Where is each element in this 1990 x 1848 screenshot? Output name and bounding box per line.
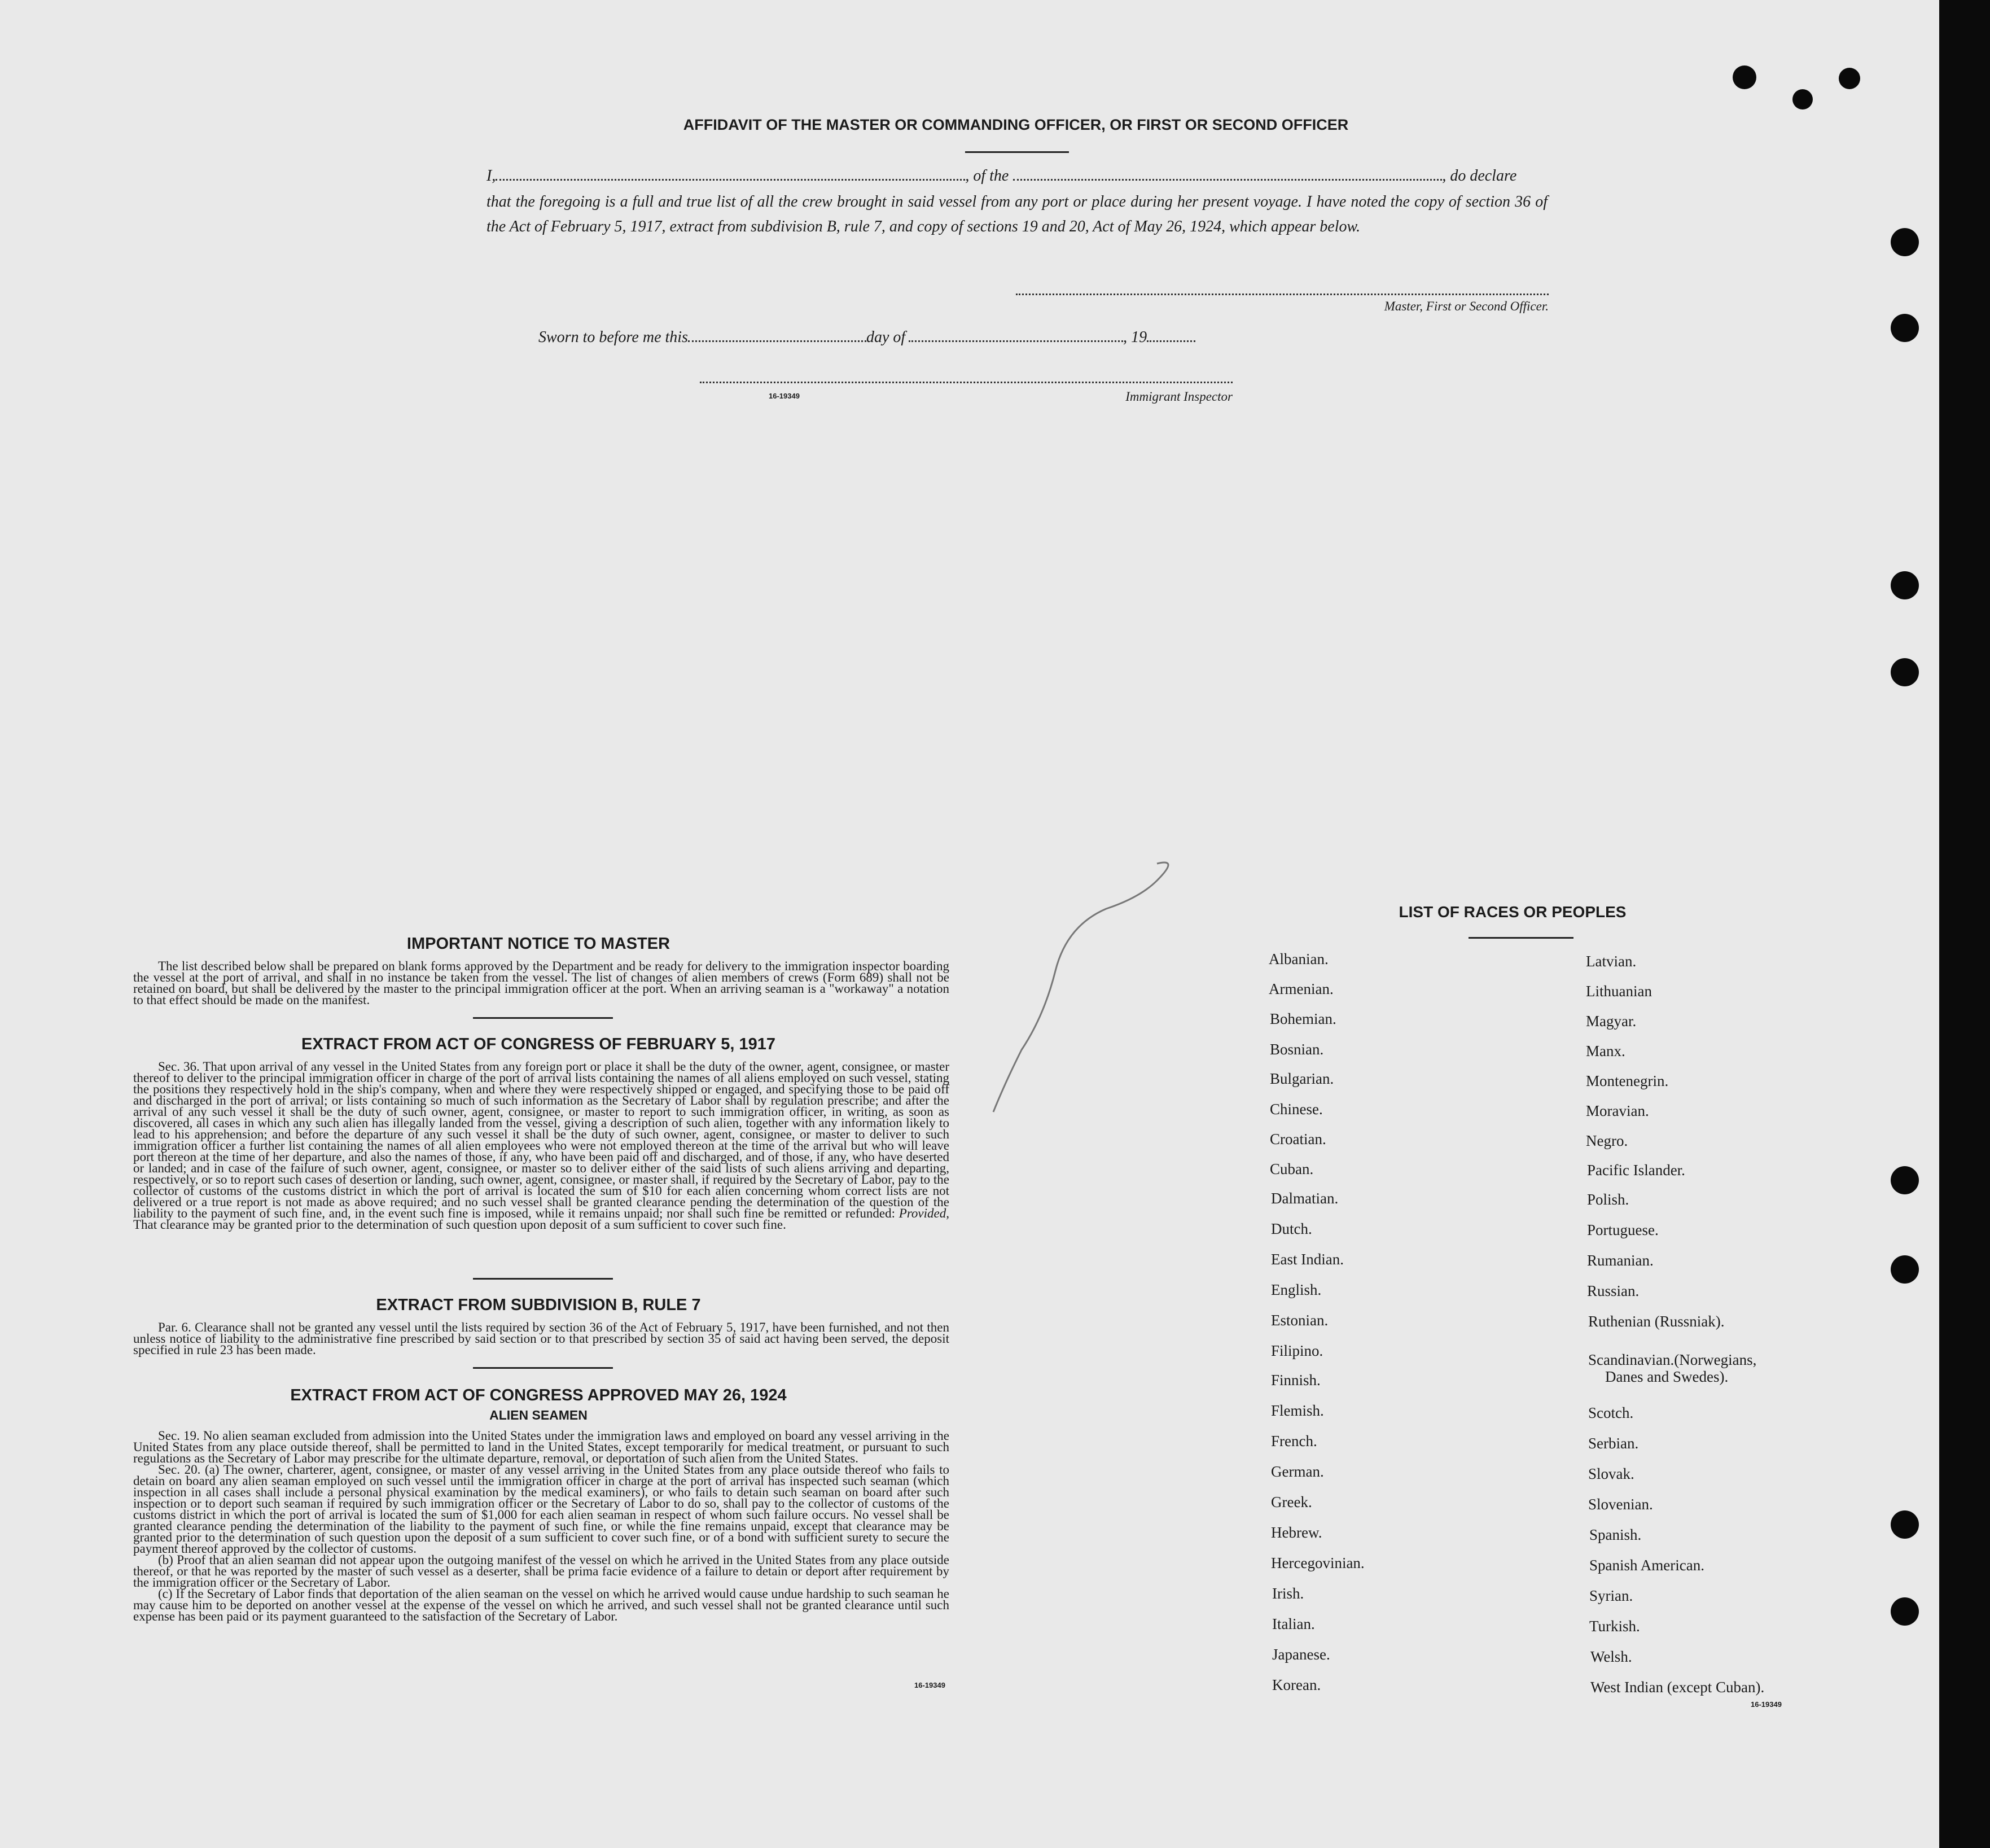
punch-hole: [1891, 571, 1919, 599]
race-item: Negro.: [1586, 1132, 1628, 1149]
notice-paragraph: The list described below shall be prepared on blank forms approved by the Department and be ready for delivery to the immigration inspector boarding the vessel at the port of arrival, and shall in no instance be taken from the vessel. The list of changes of alien members of crews (Form 689) shall not be retained on board, but shall be delivered by the master to the principal immigration officer at the port. When an arriving seaman is a "workaway" a notation to that effect should be made on the manifest.: [133, 959, 949, 1007]
extract-1924-text: [133, 1430, 949, 1622]
sec-20b-paragraph: (b) Proof that an alien seaman did not appear upon the outgoing manifest of the vessel on which he arrived in the United States from any place outside thereof, or that he was reported by the master of such vessel as a deserter, shall be prima facie evidence of a failure to detain or deport after requirement by the immigration officer or the Secretary of Labor.: [133, 1553, 949, 1589]
notice-title: IMPORTANT NOTICE TO MASTER: [406, 935, 670, 953]
alien-seamen-subtitle: ALIEN SEAMEN: [489, 1408, 588, 1422]
race-item: Magyar.: [1586, 1013, 1637, 1030]
of-the-label: , of the: [965, 167, 1009, 185]
race-item: Rumanian.: [1587, 1252, 1654, 1269]
punch-hole: [1839, 68, 1860, 89]
punch-hole: [1891, 314, 1919, 342]
race-item: East Indian.: [1271, 1251, 1344, 1268]
race-item: Polish.: [1587, 1191, 1629, 1208]
sec-19-paragraph: Sec. 19. No alien seaman excluded from admission into the United States under the immigration laws and employed on board any vessel arriving in the United States from any place outside thereof, shall be permitted to land in the United States, except temporarily for medical treatment, or pursuant to such regulations as the Secretary of Labor may prescribe for the ultimate departure, removal, or deportation of such alien from the United States.: [133, 1429, 949, 1465]
punch-hole: [1891, 228, 1919, 256]
race-item: Ruthenian (Russniak).: [1588, 1313, 1725, 1330]
extract-rule7-text: [133, 1322, 949, 1356]
i-label: I,: [486, 167, 496, 185]
punch-hole: [1891, 1166, 1919, 1194]
race-item: Dutch.: [1271, 1220, 1312, 1237]
race-item: Bohemian.: [1270, 1010, 1336, 1027]
punch-hole: [1891, 1255, 1919, 1284]
divider: [965, 151, 1069, 153]
divider: [473, 1017, 613, 1019]
race-item: Slovak.: [1588, 1465, 1634, 1482]
master-signature-line[interactable]: [1016, 294, 1549, 295]
sworn-label: Sworn to before me this: [538, 329, 688, 346]
race-item: Slovenian.: [1588, 1496, 1653, 1513]
inspector-signature-line[interactable]: [700, 382, 1233, 383]
punch-hole: [1792, 89, 1813, 110]
race-item: Moravian.: [1586, 1102, 1649, 1119]
race-item: Filipino.: [1271, 1342, 1323, 1359]
race-item: Scotch.: [1588, 1404, 1634, 1421]
race-item: Pacific Islander.: [1587, 1162, 1685, 1179]
race-item: Portuguese.: [1587, 1221, 1659, 1238]
master-signature-label: Master, First or Second Officer.: [1384, 299, 1549, 313]
divider: [1469, 937, 1573, 939]
race-item: Manx.: [1586, 1043, 1625, 1059]
race-item: Estonian.: [1271, 1312, 1329, 1329]
race-item: Spanish American.: [1589, 1557, 1704, 1574]
race-item: Welsh.: [1590, 1648, 1632, 1665]
race-item: Bulgarian.: [1270, 1070, 1334, 1087]
race-item: Hebrew.: [1271, 1524, 1322, 1541]
race-item: Korean.: [1272, 1676, 1321, 1693]
punch-hole: [1891, 658, 1919, 686]
race-item: Italian.: [1272, 1615, 1315, 1632]
punch-hole: [1733, 65, 1756, 89]
sec-36-paragraph: [133, 1061, 949, 1230]
race-item: German.: [1271, 1463, 1324, 1480]
sworn-year-field[interactable]: [1147, 340, 1195, 342]
notice-text: [133, 961, 949, 1006]
form-number: 16-19349: [769, 392, 800, 400]
race-item: Japanese.: [1272, 1646, 1330, 1663]
rule7-paragraph: Par. 6. Clearance shall not be granted any vessel until the lists required by section 36 of the Act of February 5, 1917, have been furnished, and not then unless notice of liability to the administrative fine prescribed by said section or to that prescribed by section 35 of said act having been served, the deposit specified in rule 23 has been made.: [133, 1320, 949, 1357]
sec-20a-paragraph: Sec. 20. (a) The owner, charterer, agent, consignee, or master of any vessel arriving in the United States from any place outside thereof who fails to detain on board any alien seaman employed on such vessel until the immigration officer in charge at the port of arrival has inspected such seaman (which inspection in all cases shall include a personal physical examination by the medical examiners), or who fails to detain such seaman on board after such inspection or to deport such seaman if required by such immigration officer or the Secretary of Labor to do so, shall pay to the collector of customs of the customs district in which the port of arrival is located the sum of $1,000 for each alien seaman in respect of whom such failure occurs. No vessel shall be granted clearance pending the determination of the liability to the payment of such fine, or while the fine remains unpaid, except that clearance may be granted prior to the determination of such question upon the deposit of a sum sufficient to cover such fine, or of a bond with sufficient surety to secure the payment thereof approved by the collector of customs.: [133, 1462, 949, 1556]
race-item: West Indian (except Cuban).: [1590, 1679, 1765, 1696]
inspector-label: Immigrant Inspector: [1125, 389, 1233, 404]
sworn-day-field[interactable]: [688, 340, 866, 342]
race-item: Danes and Swedes).: [1605, 1368, 1729, 1385]
sec-36-proviso: That clearance may be granted prior to the determination of such question upon deposit of a sum sufficient to cover such fine.: [133, 1218, 786, 1232]
race-item: Lithuanian: [1586, 983, 1652, 1000]
race-item: Latvian.: [1586, 953, 1637, 970]
race-item: Russian.: [1587, 1282, 1640, 1299]
race-item: Turkish.: [1589, 1618, 1640, 1635]
races-title: LIST OF RACES OR PEOPLES: [1399, 903, 1627, 921]
race-item: Greek.: [1271, 1494, 1312, 1510]
affidavit-declaration-line: [486, 167, 1548, 185]
race-item: Bosnian.: [1270, 1041, 1324, 1058]
divider: [473, 1367, 613, 1369]
race-item: Cuban.: [1270, 1161, 1314, 1177]
race-item: Albanian.: [1269, 951, 1329, 967]
extract-1917-text: [133, 1061, 949, 1230]
race-item: Armenian.: [1269, 980, 1334, 997]
race-item: Syrian.: [1589, 1587, 1633, 1604]
race-item: English.: [1271, 1281, 1322, 1298]
sec-36-text: Sec. 36. That upon arrival of any vessel in the United States from any foreign port or place it shall be the duty of the owner, agent, consignee, or master thereof to deliver to the principal immigration officer in charge of the port of arrival lists containing the names of all aliens employed on such vessel, stating the positions they respectively hold in the ship's company, when and where they were respectively shipped or engaged, and specifying those to be paid off and discharged in the port of arrival; or lists containing so much of such information as the Secretary of Labor shall by regulation prescribe; and after the arrival of any such vessel it shall be the duty of such owner, agent, consignee, or master to report to such immigration officer, in writing, as soon as discovered, all cases in which any such alien has illegally landed from the vessel, giving a description of such alien, together with any information likely to lead to his apprehension; and before the departure of any such vessel it shall be the duty of such owner, agent, consignee, or master to deliver to such immigration officer a further list containing the names of all alien employees who were not employed thereon at the time of the arrival but who will leave port thereon at the time of her departure, and also the names of those, if any, who have been paid off and discharged, and of those, if any, who have deserted or landed; and in case of the failure of such owner, agent, consignee, or master so to deliver either of the said lists of such aliens arriving and departing, respectively, or so to report such cases of desertion or landing, such owner, agent, consignee, or master shall, if required by the Secretary of Labor, pay to the collector of customs of the customs district in which the port of arrival is located the sum of $10 for each alien concerning whom correct lists are not delivered or a true report is not made as above required; and no such vessel shall be granted clearance pending the determination of the question of the liability to the payment of such fine, and, in the event such fine is imposed, while it remains unpaid; nor shall such fine be remitted or refunded:: [133, 1059, 949, 1220]
race-item: Dalmatian.: [1271, 1190, 1339, 1207]
form-number: 16-19349: [1751, 1700, 1782, 1709]
race-item: Croatian.: [1270, 1131, 1326, 1148]
sworn-line: [538, 329, 1244, 347]
race-item: Serbian.: [1588, 1435, 1639, 1452]
name-field[interactable]: [496, 179, 965, 181]
affidavit-title: AFFIDAVIT OF THE MASTER OR COMMANDING OFFICER, OR FIRST OR SECOND OFFICER: [683, 116, 1349, 133]
divider: [473, 1278, 613, 1280]
punch-hole: [1891, 1510, 1919, 1539]
race-item: Hercegovinian.: [1271, 1554, 1365, 1571]
race-item: Chinese.: [1270, 1101, 1323, 1118]
form-number: 16-19349: [914, 1681, 945, 1689]
extract-rule7-title: EXTRACT FROM SUBDIVISION B, RULE 7: [376, 1296, 701, 1314]
vessel-field[interactable]: [1013, 179, 1442, 181]
race-item: French.: [1271, 1433, 1317, 1450]
do-declare-label: , do declare: [1442, 167, 1517, 185]
extract-1917-title: EXTRACT FROM ACT OF CONGRESS OF FEBRUARY 5, 1917: [301, 1035, 776, 1053]
race-item: Spanish.: [1589, 1526, 1642, 1543]
extract-1924-title: EXTRACT FROM ACT OF CONGRESS APPROVED MAY 26, 1924: [290, 1386, 787, 1404]
race-item: Flemish.: [1271, 1402, 1324, 1419]
sec-20c-paragraph: (c) If the Secretary of Labor finds that deportation of the alien seaman on the vessel on which he arrived would cause undue hardship to such seaman he may cause him to be deported on another vessel at the expense of the vessel on which he arrived, and such vessel shall not be granted clearance until such expense has been paid or its payment guaranteed to the satisfaction of the Secretary of Labor.: [133, 1587, 949, 1623]
punch-hole: [1891, 1597, 1919, 1626]
race-item: Finnish.: [1271, 1372, 1321, 1389]
race-item: Montenegrin.: [1586, 1072, 1669, 1089]
year-label: , 19: [1123, 329, 1147, 346]
race-item: Irish.: [1272, 1585, 1304, 1602]
sworn-month-field[interactable]: [909, 340, 1123, 342]
affidavit-body: that the foregoing is a full and true list of all the crew brought in said vessel from any port or place during her present voyage. I have noted the copy of section 36 of the Act of February 5, 1917, extract from subdivision B, rule 7, and copy of sections 19 and 20, Act of May 26, 1924, which appear below.: [486, 193, 1548, 235]
pencil-mark-icon: [971, 847, 1196, 1129]
day-of-label: day of: [866, 329, 906, 346]
provided-label: Provided,: [898, 1206, 949, 1220]
race-item: Scandinavian.(Norwegians,: [1588, 1351, 1757, 1368]
